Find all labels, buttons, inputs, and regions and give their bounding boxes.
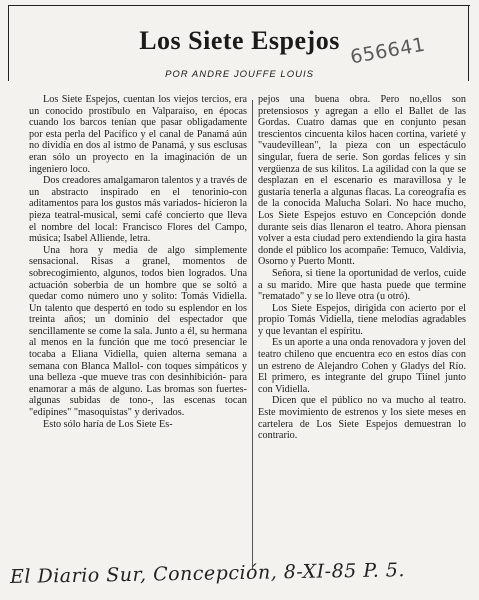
paragraph: Los Siete Espejos, dirigida con acierto por el propio Tomás Vidiella, tiene melodías agradables y que levantan el espíritu. bbox=[258, 302, 466, 337]
article-title: Los Siete Espejos bbox=[139, 26, 340, 55]
paragraph: Esto sólo haría de Los Siete Es- bbox=[43, 418, 173, 430]
article-byline: POR ANDRE JOUFFE LOUIS bbox=[165, 69, 314, 80]
paragraph: Los Siete Espejos, cuentan los viejos tercios, era un conocido prostíbulo en Valparaíso, en épocas cuando los barcos tenían que pasar obligadamente por esta perla del Pacífico y el canal de Panamá aún no dividía en dos al istmo de Panamá, y sus esclusas eran sólo un proyecto en la imaginación de un ingeniero loco. bbox=[29, 94, 247, 175]
frame-top-rule bbox=[8, 5, 470, 6]
article-column-right bbox=[258, 94, 466, 442]
paragraph: Señora, si tiene la oportunidad de verlos, cuide a su marido. Mire que hasta puede que termine "rematado" y se lo lleve otra (u otró). bbox=[258, 267, 466, 303]
article-column-left bbox=[29, 94, 247, 430]
paragraph: Dicen que el público no va mucho al teatro. Este movimiento de estrenos y los siete meses en cartelera de Los Siete Espejos demuestran lo contrario. bbox=[258, 395, 466, 442]
paragraph: Una hora y media de algo simplemente sensacional. Risas a granel, momentos de sobrecogimiento, algunos, todos bien logrados. Una actuación soberbia de un hombre que se soltó a quedar como número uno y solito: Tomás Vidiella. Un talento que despertó en todo su esplendor en los treinta años; un dominio del espectador que sencillamente se come la sala. Junto a él, su hermana al menos en la función que me tocó presenciar le tocaba a Eliana Vidiella, quien alterna semana a semana con Blanca Mallol- con toques simpáticos y una belleza -que mueve tras con desinhibición- para enamorar a más de alguno. Las bromas son fuertes- algunas subidas de tono-, las escenas tocan "edipines" "masoquistas" y derivados. bbox=[29, 244, 247, 419]
paragraph: Dos creadores amalgamaron talentos y a través de un abstracto inspirado en el tenorinio-con aditamentos para los gustos más variados- hicieron la pieza teatral-musical, semi café concierto que lleva el nombre del local: Francisco Flores del Campo, música; Isabel Alliende, letra. bbox=[29, 175, 247, 245]
column-divider bbox=[252, 100, 253, 570]
paragraph: pejos una buena obra. Pero no,ellos son pretensiosos y agregan a ello el Ballet de las Gordas. Cuatro damas que en conjunto pesan trescientos cincuenta kilos hacen cortina, varieté y "vaudevillean", la pieza con un espectáculo singular, fuera de serie. Son gordas felices y sin vergüenza de sus kilitos. La agilidad con la que se desplazan en el escenario es maravillosa y le gustaría tenerla a algunas flacas. La coreografía es de la conocida Malucha Solari. No hace mucho, Los Siete Espejos estuvo en Concepción donde durante seis días llenaron el teatro. Ahora piensan volver a esta ciudad pero extendiendo la gira hasta donde el público los acompañe: Temuco, Valdivia, Osorno y Puerto Montt. bbox=[258, 94, 466, 268]
paragraph: Es un aporte a una onda renovadora y joven del teatro chileno que encuentra eco en estos días con un estreno de Alejandro Cohen y Gladys del Río. El primero, es integrante del grupo Tiínel junto con Vidiella. bbox=[258, 337, 466, 395]
catalog-number: 656641 bbox=[348, 33, 427, 69]
handwritten-source-note: El Diario Sur, Concepción, 8-XI-85 P. 5. bbox=[9, 559, 406, 589]
